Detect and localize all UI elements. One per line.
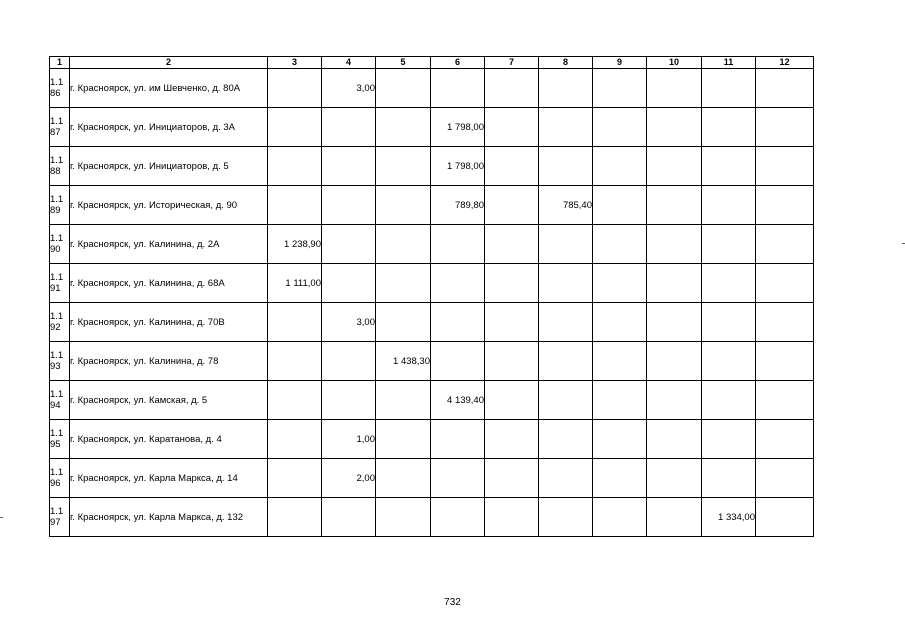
value-cell xyxy=(322,381,376,420)
value-cell xyxy=(702,459,756,498)
row-number-cell: 1.1 90 xyxy=(50,225,70,264)
value-cell xyxy=(322,498,376,537)
address-cell: г. Красноярск, ул. Калинина, д. 2А xyxy=(70,225,268,264)
value-cell xyxy=(756,420,814,459)
value-cell xyxy=(268,498,322,537)
value-cell xyxy=(485,459,539,498)
value-cell xyxy=(756,108,814,147)
value-cell xyxy=(376,381,431,420)
value-cell: 2,00 xyxy=(322,459,376,498)
row-number-cell: 1.1 95 xyxy=(50,420,70,459)
table-row xyxy=(50,303,814,342)
column-header: 4 xyxy=(322,57,376,69)
value-cell xyxy=(756,147,814,186)
column-header: 11 xyxy=(702,57,756,69)
value-cell: 1 438,30 xyxy=(376,342,431,381)
value-cell xyxy=(593,264,647,303)
value-cell xyxy=(376,225,431,264)
value-cell xyxy=(376,420,431,459)
table-row xyxy=(50,225,814,264)
value-cell xyxy=(485,147,539,186)
value-cell xyxy=(431,264,485,303)
column-header: 2 xyxy=(70,57,268,69)
scan-mark xyxy=(0,517,3,518)
value-cell xyxy=(376,147,431,186)
row-number-cell: 1.1 96 xyxy=(50,459,70,498)
value-cell xyxy=(756,381,814,420)
table-row xyxy=(50,264,814,303)
value-cell: 789,80 xyxy=(431,186,485,225)
value-cell xyxy=(647,303,702,342)
value-cell xyxy=(268,147,322,186)
value-cell xyxy=(702,69,756,108)
value-cell xyxy=(485,225,539,264)
value-cell xyxy=(593,108,647,147)
value-cell xyxy=(647,147,702,186)
value-cell xyxy=(322,186,376,225)
table-body xyxy=(50,69,814,537)
value-cell xyxy=(322,225,376,264)
value-cell: 1 334,00 xyxy=(702,498,756,537)
value-cell: 1,00 xyxy=(322,420,376,459)
value-cell xyxy=(702,264,756,303)
value-cell xyxy=(756,186,814,225)
address-cell: г. Красноярск, ул. Инициаторов, д. 3А xyxy=(70,108,268,147)
value-cell xyxy=(376,459,431,498)
row-number-cell: 1.1 93 xyxy=(50,342,70,381)
value-cell xyxy=(593,69,647,108)
value-cell xyxy=(539,108,593,147)
value-cell xyxy=(647,459,702,498)
value-cell xyxy=(593,147,647,186)
table-row xyxy=(50,342,814,381)
value-cell xyxy=(756,303,814,342)
table-row xyxy=(50,420,814,459)
page-number: 732 xyxy=(444,597,461,608)
value-cell xyxy=(485,69,539,108)
address-cell: г. Красноярск, ул. Камская, д. 5 xyxy=(70,381,268,420)
column-header: 5 xyxy=(376,57,431,69)
row-number-cell: 1.1 97 xyxy=(50,498,70,537)
table-row xyxy=(50,147,814,186)
value-cell xyxy=(702,147,756,186)
value-cell xyxy=(756,264,814,303)
value-cell xyxy=(593,459,647,498)
address-cell: г. Красноярск, ул. Карла Маркса, д. 14 xyxy=(70,459,268,498)
row-number-cell: 1.1 86 xyxy=(50,69,70,108)
value-cell xyxy=(647,342,702,381)
value-cell xyxy=(485,498,539,537)
value-cell xyxy=(485,381,539,420)
value-cell xyxy=(593,186,647,225)
value-cell xyxy=(702,381,756,420)
value-cell xyxy=(376,108,431,147)
value-cell xyxy=(593,498,647,537)
value-cell xyxy=(268,186,322,225)
value-cell xyxy=(539,342,593,381)
value-cell xyxy=(756,225,814,264)
value-cell xyxy=(647,381,702,420)
address-cell: г. Красноярск, ул. Калинина, д. 68А xyxy=(70,264,268,303)
value-cell xyxy=(647,420,702,459)
value-cell xyxy=(268,459,322,498)
value-cell xyxy=(647,498,702,537)
column-header: 1 xyxy=(50,57,70,69)
column-header: 10 xyxy=(647,57,702,69)
value-cell xyxy=(539,225,593,264)
value-cell xyxy=(593,225,647,264)
table-row xyxy=(50,381,814,420)
value-cell xyxy=(702,420,756,459)
value-cell xyxy=(539,69,593,108)
column-header: 12 xyxy=(756,57,814,69)
value-cell xyxy=(647,186,702,225)
value-cell xyxy=(702,225,756,264)
value-cell: 1 238,90 xyxy=(268,225,322,264)
value-cell xyxy=(268,420,322,459)
row-number-cell: 1.1 89 xyxy=(50,186,70,225)
value-cell xyxy=(647,108,702,147)
value-cell xyxy=(268,69,322,108)
value-cell xyxy=(539,147,593,186)
column-header: 8 xyxy=(539,57,593,69)
row-number-cell: 1.1 91 xyxy=(50,264,70,303)
column-header: 7 xyxy=(485,57,539,69)
value-cell xyxy=(431,342,485,381)
value-cell xyxy=(702,108,756,147)
value-cell xyxy=(702,303,756,342)
value-cell xyxy=(756,498,814,537)
value-cell xyxy=(431,225,485,264)
value-cell xyxy=(539,498,593,537)
table-row xyxy=(50,108,814,147)
value-cell xyxy=(322,108,376,147)
value-cell xyxy=(268,108,322,147)
value-cell xyxy=(647,69,702,108)
address-cell: г. Красноярск, ул. Калинина, д. 78 xyxy=(70,342,268,381)
value-cell: 4 139,40 xyxy=(431,381,485,420)
value-cell xyxy=(376,498,431,537)
value-cell xyxy=(593,303,647,342)
value-cell: 1 798,00 xyxy=(431,147,485,186)
value-cell xyxy=(647,225,702,264)
value-cell xyxy=(322,147,376,186)
value-cell xyxy=(485,420,539,459)
value-cell: 3,00 xyxy=(322,69,376,108)
value-cell xyxy=(268,303,322,342)
row-number-cell: 1.1 92 xyxy=(50,303,70,342)
header-row xyxy=(50,57,814,69)
value-cell xyxy=(431,420,485,459)
value-cell xyxy=(431,498,485,537)
column-header: 9 xyxy=(593,57,647,69)
table-row xyxy=(50,459,814,498)
value-cell xyxy=(756,69,814,108)
row-number-cell: 1.1 94 xyxy=(50,381,70,420)
value-cell xyxy=(485,186,539,225)
value-cell xyxy=(485,303,539,342)
value-cell xyxy=(376,264,431,303)
value-cell: 785,40 xyxy=(539,186,593,225)
table-header xyxy=(50,57,814,69)
value-cell xyxy=(539,420,593,459)
value-cell xyxy=(431,303,485,342)
value-cell xyxy=(593,342,647,381)
column-header: 3 xyxy=(268,57,322,69)
value-cell xyxy=(702,186,756,225)
value-cell xyxy=(485,342,539,381)
value-cell xyxy=(268,381,322,420)
value-cell xyxy=(756,342,814,381)
value-cell: 3,00 xyxy=(322,303,376,342)
table-row xyxy=(50,498,814,537)
value-cell xyxy=(756,459,814,498)
address-cell: г. Красноярск, ул. Каратанова, д. 4 xyxy=(70,420,268,459)
value-cell: 1 798,00 xyxy=(431,108,485,147)
value-cell xyxy=(431,69,485,108)
address-cell: г. Красноярск, ул. Инициаторов, д. 5 xyxy=(70,147,268,186)
value-cell xyxy=(702,342,756,381)
row-number-cell: 1.1 88 xyxy=(50,147,70,186)
address-cell: г. Красноярск, ул. Калинина, д. 70В xyxy=(70,303,268,342)
value-cell xyxy=(376,69,431,108)
table-row xyxy=(50,186,814,225)
value-cell xyxy=(322,342,376,381)
value-cell: 1 111,00 xyxy=(268,264,322,303)
value-cell xyxy=(376,303,431,342)
value-cell xyxy=(431,459,485,498)
address-cell: г. Красноярск, ул. Карла Маркса, д. 132 xyxy=(70,498,268,537)
column-header: 6 xyxy=(431,57,485,69)
row-number-cell: 1.1 87 xyxy=(50,108,70,147)
value-cell xyxy=(376,186,431,225)
value-cell xyxy=(539,459,593,498)
value-cell xyxy=(539,264,593,303)
value-cell xyxy=(593,381,647,420)
address-cell: г. Красноярск, ул. Историческая, д. 90 xyxy=(70,186,268,225)
value-cell xyxy=(485,264,539,303)
data-table xyxy=(49,56,814,537)
address-cell: г. Красноярск, ул. им Шевченко, д. 80А xyxy=(70,69,268,108)
value-cell xyxy=(647,264,702,303)
value-cell xyxy=(268,342,322,381)
table-row xyxy=(50,69,814,108)
value-cell xyxy=(485,108,539,147)
value-cell xyxy=(539,303,593,342)
value-cell xyxy=(322,264,376,303)
value-cell xyxy=(593,420,647,459)
value-cell xyxy=(539,381,593,420)
